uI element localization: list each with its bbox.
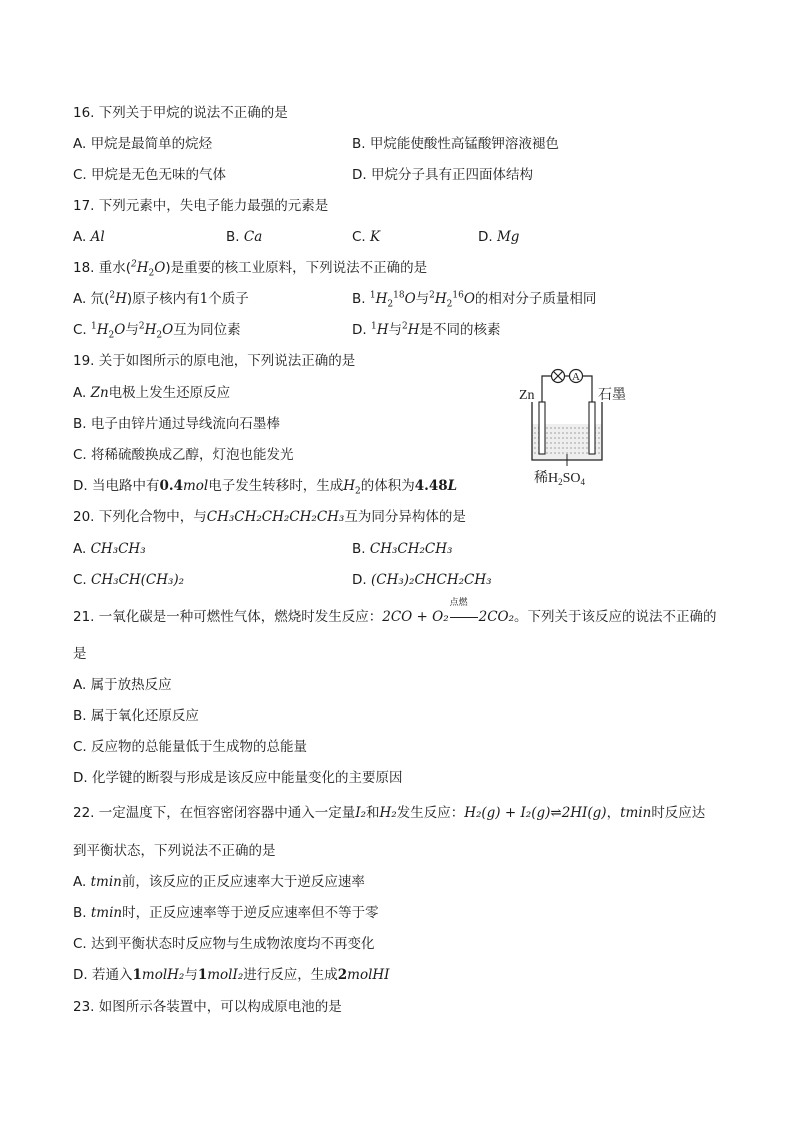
q17-option-d: D. Mg	[478, 229, 520, 245]
q18-stem: 18. 重水$(^2H_2O)$是重要的核工业原料，下列说法不正确的是	[73, 259, 428, 279]
q17-option-b: B. Ca	[226, 229, 263, 245]
q21-option-a: A. 属于放热反应	[73, 677, 172, 693]
q18-option-b: B. $^1H_2^{18}O$与$^2H_2^{16}O$的相对分子质量相同	[352, 290, 597, 310]
q16-option-d: D. 甲烷分子具有正四面体结构	[352, 167, 533, 183]
q22-stem-cont: 到平衡状态，下列说法不正确的是	[73, 843, 276, 859]
svg-text:A: A	[572, 371, 580, 383]
q21-stem-cont: 是	[73, 646, 87, 662]
q20-option-c: C. CH₃CH(CH₃)₂	[73, 572, 185, 588]
q23-stem: 23. 如图所示各装置中，可以构成原电池的是	[73, 999, 342, 1015]
q16-option-c: C. 甲烷是无色无味的气体	[73, 167, 227, 183]
q20-option-b: B. CH₃CH₂CH₃	[352, 541, 453, 557]
q19-stem: 19. 关于如图所示的原电池，下列说法正确的是	[73, 353, 356, 369]
q18-option-c: C. $^1H_2O$与$^2H_2O$互为同位素	[73, 321, 241, 341]
lamp-icon	[552, 370, 565, 383]
q17-stem: 17. 下列元素中，失电子能力最强的元素是	[73, 198, 329, 214]
galvanic-cell-diagram	[512, 362, 642, 490]
zn-electrode	[539, 402, 545, 454]
q22-stem: 22. 一定温度下，在恒容密闭容器中通入一定量I₂和H₂发生反应：H₂(g) + I₂(g)⇌2HI(g)，tmin时反应达	[73, 805, 706, 821]
q19-option-d: D. 当电路中有0.4mol电子发生转移时，生成$H_2$的体积为4.48L	[73, 478, 458, 497]
zn-label: Zn	[519, 388, 535, 403]
q17-option-a: A. Al	[73, 229, 105, 245]
q21-option-d: D. 化学键的断裂与形成是该反应中能量变化的主要原因	[73, 770, 403, 786]
ammeter-icon	[570, 370, 583, 384]
q21-stem: 21. 一氧化碳是一种可燃性气体，燃烧时发生反应：2CO + O₂ 点燃 2CO₂。下列关于该反应的说法不正确的	[73, 598, 717, 625]
q16-stem: 16. 下列关于甲烷的说法不正确的是	[73, 105, 288, 121]
q16-option-b: B. 甲烷能使酸性高锰酸钾溶液褪色	[352, 136, 559, 152]
q22-option-b: B. tmin时，正反应速率等于逆反应速率但不等于零	[73, 905, 379, 921]
q19-option-b: B. 电子由锌片通过导线流向石墨棒	[73, 416, 280, 432]
q18-option-a: A. 氘($^2$H)原子核内有1个质子	[73, 290, 249, 307]
q20-option-d: D. (CH₃)₂CHCH₂CH₃	[352, 572, 492, 588]
q22-option-d: D. 若通入1molH₂与1molI₂进行反应，生成2molHI	[73, 967, 390, 983]
q19-option-c: C. 将稀硫酸换成乙醇，灯泡也能发光	[73, 447, 294, 463]
graphite-electrode	[589, 402, 595, 454]
q20-option-a: A. CH₃CH₃	[73, 541, 146, 557]
acid-label: 稀$H_2SO_4$	[534, 471, 586, 487]
q22-option-c: C. 达到平衡状态时反应物与生成物浓度均不再变化	[73, 936, 375, 952]
q16-option-a: A. 甲烷是最简单的烷烃	[73, 136, 213, 152]
q18-option-d: D. $^1$H与$^2$H是不同的核素	[352, 321, 501, 338]
q22-option-a: A. tmin前，该反应的正反应速率大于逆反应速率	[73, 874, 365, 890]
q21-option-b: B. 属于氧化还原反应	[73, 708, 199, 724]
q21-option-c: C. 反应物的总能量低于生成物的总能量	[73, 739, 308, 755]
q19-option-a: A. Zn电极上发生还原反应	[73, 385, 231, 401]
graphite-label: 石墨	[598, 388, 626, 403]
q17-option-c: C. K	[352, 229, 381, 245]
q20-stem: 20. 下列化合物中，与CH₃CH₂CH₂CH₂CH₃互为同分异构体的是	[73, 509, 466, 525]
